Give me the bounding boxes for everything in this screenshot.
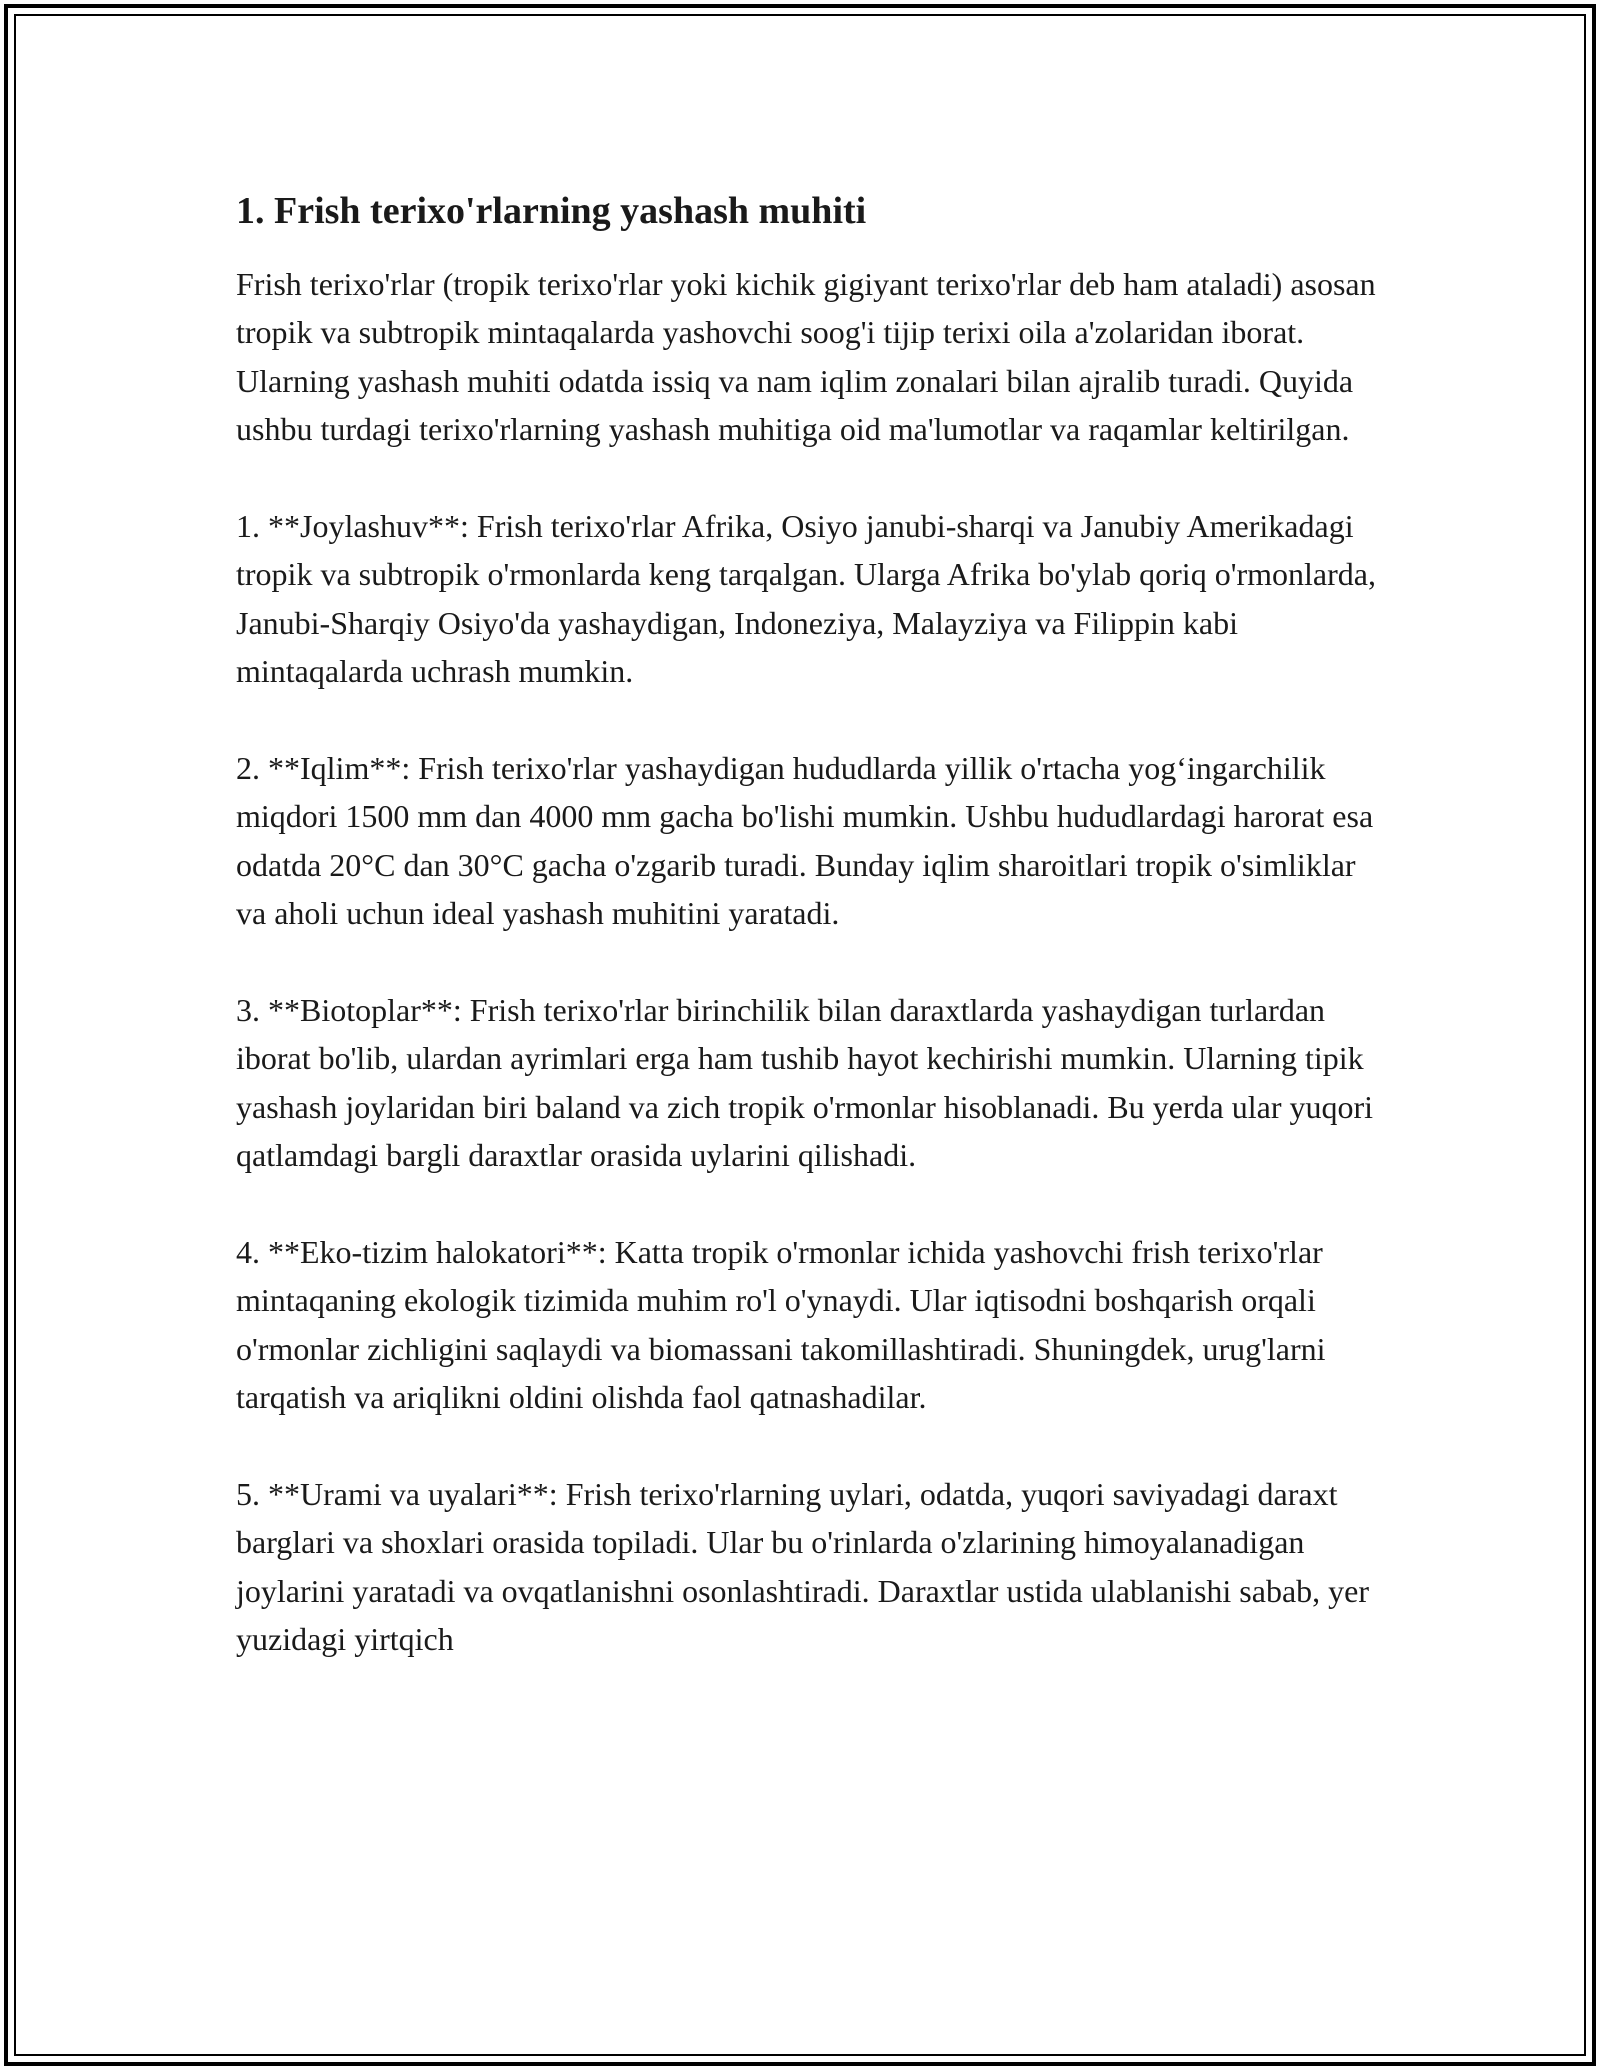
document-body: [236, 185, 1376, 1712]
paragraph-biotoplar: 3. **Biotoplar**: Frish terixo'rlar birinchilik bilan daraxtlarda yashaydigan turlardan iborat bo'lib, ulardan ayrimlari erga ham tushib hayot kechirishi mumkin. Ularning tipik yashash joylaridan biri baland va zich tropik o'rmonlar hisoblanadi. Bu yerda ular yuqori qatlamdagi bargli daraxtlar orasida uylarini qilishadi.: [236, 992, 1374, 1174]
paragraph-joylashuv: 1. **Joylashuv**: Frish terixo'rlar Afrika, Osiyo janubi-sharqi va Janubiy Amerikadagi tropik va subtropik o'rmonlarda keng tarqalgan. Ularga Afrika bo'ylab qoriq o'rmonlarda, Janubi-Sharqiy Osiyo'da yashaydigan, Indoneziya, Malayziya va Filippin kabi mintaqalarda uchrash mumkin.: [236, 508, 1376, 690]
paragraph-iqlim: 2. **Iqlim**: Frish terixo'rlar yashaydigan hududlarda yillik o'rtacha yog‘ingarchilik miqdori 1500 mm dan 4000 mm gacha bo'lishi mumkin. Ushbu hududlardagi harorat esa odatda 20°C dan 30°C gacha o'zgarib turadi. Bunday iqlim sharoitlari tropik o'simliklar va aholi uchun ideal yashash muhitini yaratadi.: [236, 750, 1374, 932]
intro-paragraph: Frish terixo'rlar (tropik terixo'rlar yoki kichik gigiyant terixo'rlar deb ham ataladi) asosan tropik va subtropik mintaqalarda yashovchi soog'i tijip terixi oila a'zolaridan iborat. Ularning yashash muhiti odatda issiq va nam iqlim zonalari bilan ajralib turadi. Quyida ushbu turdagi terixo'rlarning yashash muhitiga oid ma'lumotlar va raqamlar keltirilgan.: [236, 266, 1376, 448]
paragraph-urami: 5. **Urami va uyalari**: Frish terixo'rlarning uylari, odatda, yuqori saviyadagi daraxt barglari va shoxlari orasida topiladi. Ular bu o'rinlarda o'zlarining himoyalanadigan joylarini yaratadi va ovqatlanishni osonlashtiradi. Daraxtlar ustida ulablanishi sabab, yer yuzidagi yirtqich: [236, 1476, 1370, 1658]
paragraph-eko-tizim: 4. **Eko-tizim halokatori**: Katta tropik o'rmonlar ichida yashovchi frish terixo'rlar mintaqaning ekologik tizimida muhim ro'l o'ynaydi. Ular iqtisodni boshqarish orqali o'rmonlar zichligini saqlaydi va biomassani takomillashtiradi. Shuningdek, urug'larni tarqatish va ariqlikni oldini olishda faol qatnashadilar.: [236, 1234, 1326, 1416]
section-heading: 1. Frish terixo'rlarning yashash muhiti: [236, 190, 867, 232]
